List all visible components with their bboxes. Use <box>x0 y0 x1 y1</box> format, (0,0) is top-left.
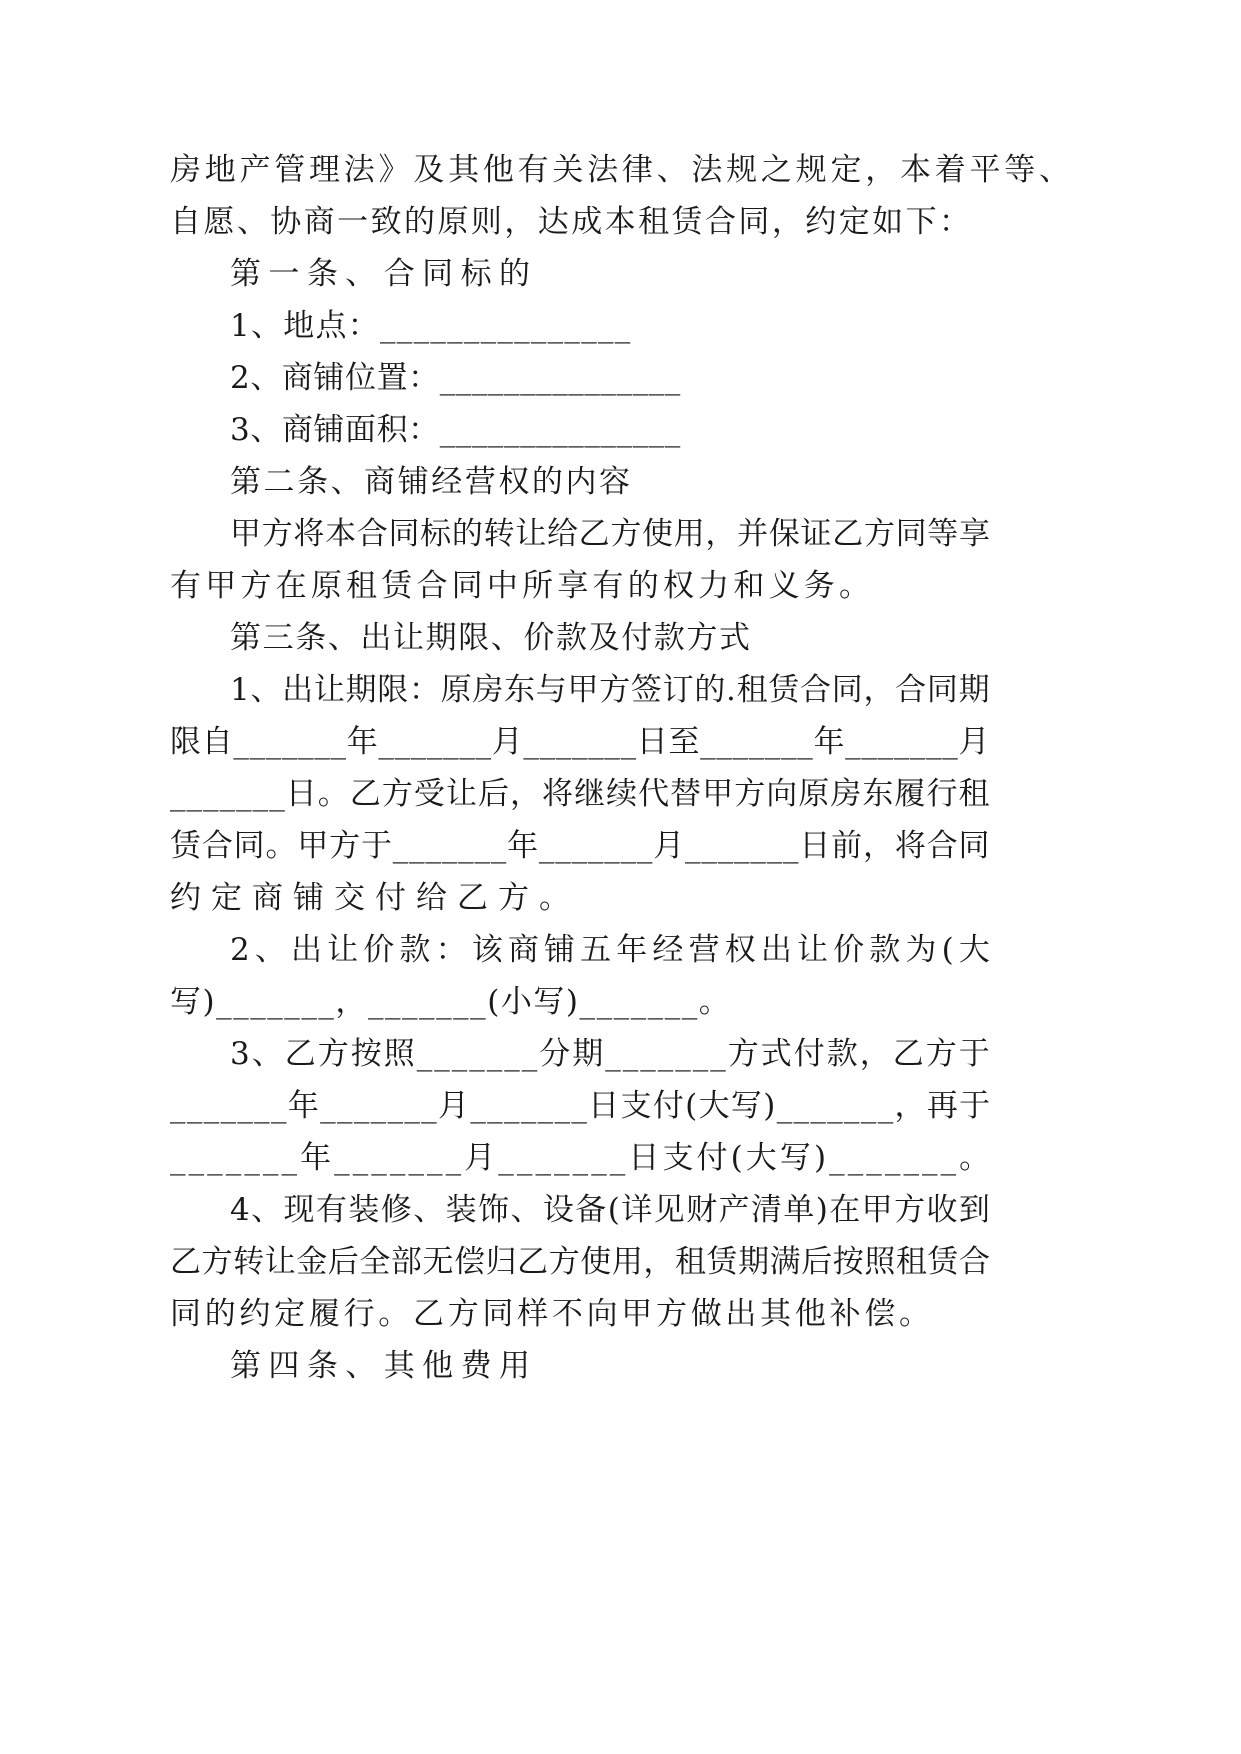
section-heading: 第四条、其他费用 <box>230 1348 538 1384</box>
text-line: 自愿、协商一致的原则，达成本租赁合同，约定如下： <box>170 204 973 240</box>
text-line: 写)_______，_______(小写)_______。 <box>170 984 732 1020</box>
section-heading: 第三条、出让期限、价款及付款方式 <box>230 620 752 656</box>
text-line: 3、商铺面积：_______________ <box>230 412 681 448</box>
text-line: 4、现有装修、装饰、设备(详见财产清单)在甲方收到 <box>230 1192 992 1228</box>
text-line: 2、出让价款：该商铺五年经营权出让价款为(大 <box>230 932 995 968</box>
text-line: _______日。乙方受让后，将继续代替甲方向原房东履行租 <box>170 776 991 812</box>
section-heading: 第二条、商铺经营权的内容 <box>230 464 633 500</box>
text-line: _______年_______月_______日支付(大写)_______。 <box>170 1140 994 1176</box>
text-line: 有甲方在原租赁合同中所享有的权力和义务。 <box>170 568 875 604</box>
text-line: 约定商铺交付给乙方。 <box>170 880 580 916</box>
text-line: _______年_______月_______日支付(大写)_______，再于 <box>170 1088 992 1124</box>
text-line: 赁合同。甲方于_______年_______月_______日前，将合同 <box>170 828 991 864</box>
section-heading: 第一条、合同标的 <box>230 256 538 292</box>
text-line: 甲方将本合同标的转让给乙方使用，并保证乙方同等享 <box>230 516 991 552</box>
text-line: 房地产管理法》及其他有关法律、法规之规定，本着平等、 <box>170 152 1074 188</box>
text-line: 同的约定履行。乙方同样不向甲方做出其他补偿。 <box>170 1296 934 1332</box>
text-line: 限自_______年_______月_______日至_______年_______月 <box>170 724 991 760</box>
text-line: 1、地点：_______________ <box>230 308 632 344</box>
text-line: 3、乙方按照_______分期_______方式付款，乙方于 <box>230 1036 992 1072</box>
text-line: 2、商铺位置：_______________ <box>230 360 681 396</box>
text-line: 乙方转让金后全部无偿归乙方使用，租赁期满后按照租赁合 <box>170 1244 991 1280</box>
text-line: 1、出让期限：原房东与甲方签订的.租赁合同，合同期 <box>230 672 991 708</box>
